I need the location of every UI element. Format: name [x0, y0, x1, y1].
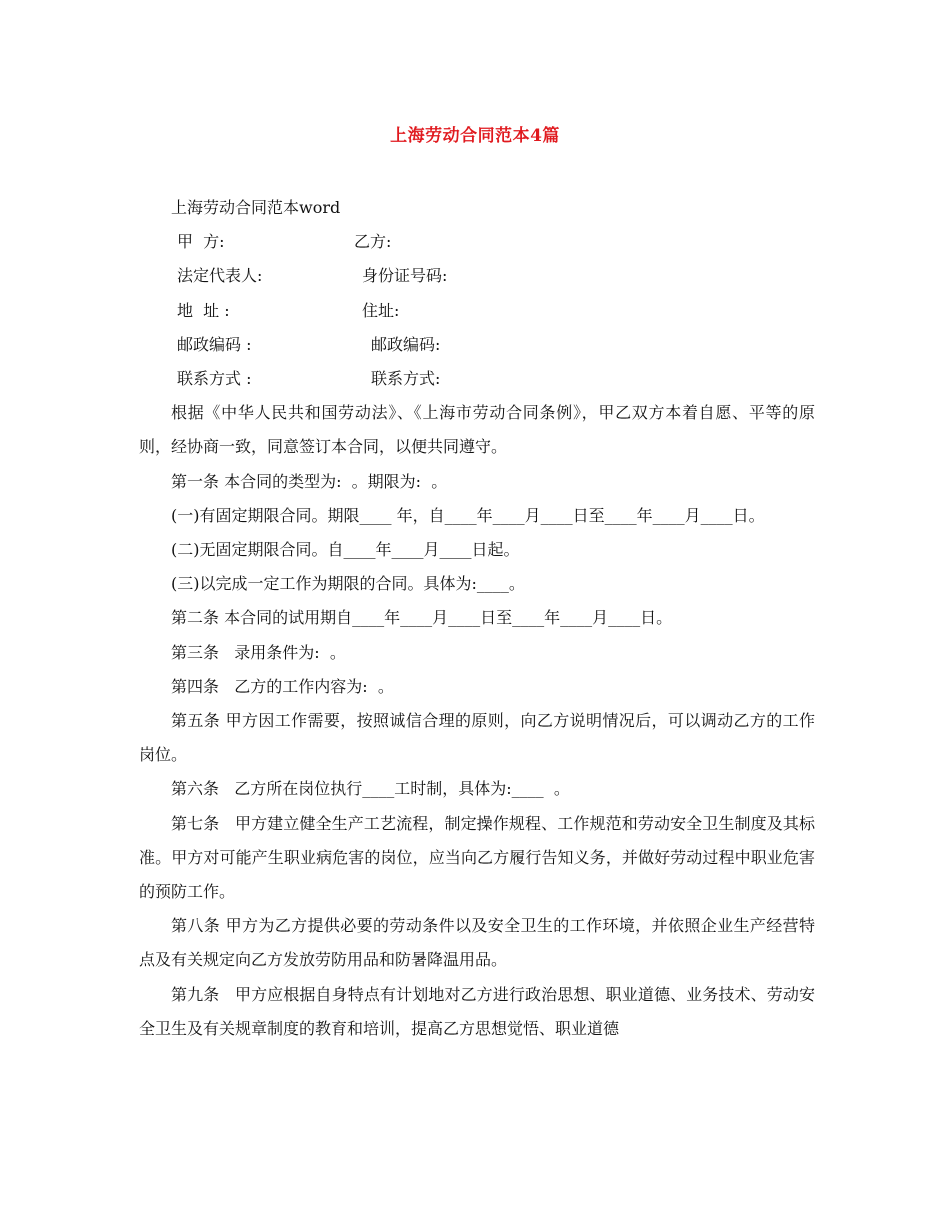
legal-representative-label: 法定代表人: — [177, 266, 263, 286]
document-subtitle: 上海劳动合同范本word — [171, 198, 341, 217]
article-6: 第六条 乙方所在岗位执行____工时制，具体为:____ 。 — [171, 779, 570, 799]
article-8: 第八条 甲方为乙方提供必要的劳动条件以及安全卫生的工作环境，并依照企业生产经营特点及有关规定向乙方发放劳防用品和防暑降温用品。 — [139, 916, 815, 970]
address-label: 地 址 : — [177, 300, 230, 320]
id-number-label: 身份证号码: — [362, 266, 448, 286]
article-1: 第一条 本合同的类型为: 。期限为: 。 — [171, 471, 448, 491]
article-3: 第三条 录用条件为: 。 — [171, 642, 346, 662]
postcode-a-label: 邮政编码 : — [177, 334, 252, 354]
party-row-representative — [139, 259, 815, 293]
article-7: 第七条 甲方建立健全生产工艺流程，制定操作规程、工作规范和劳动安全卫生制度及其标准。甲方对可能产生职业病危害的岗位，应当向乙方履行告知义务，并做好劳动过程中职业危害的预防工作。 — [139, 813, 815, 901]
party-row-party — [139, 225, 815, 259]
party-b-label: 乙方: — [354, 232, 392, 252]
article-1-item-1: (一)有固定期限合同。期限____ 年，自____年____月____日至____年____月____日。 — [171, 505, 765, 525]
article-5: 第五条 甲方因工作需要，按照诚信合理的原则，向乙方说明情况后，可以调动乙方的工作岗位。 — [139, 710, 815, 765]
party-row-address — [139, 294, 815, 328]
article-1-item-3: (三)以完成一定工作为期限的合同。具体为:____。 — [171, 574, 525, 594]
article-2: 第二条 本合同的试用期自____年____月____日至____年____月____日。 — [171, 608, 673, 628]
party-row-postcode — [139, 328, 815, 362]
article-4: 第四条 乙方的工作内容为: 。 — [171, 676, 394, 696]
article-9: 第九条 甲方应根据自身特点有计划地对乙方进行政治思想、职业道德、业务技术、劳动安全卫生及有关规章制度的教育和培训，提高乙方思想觉悟、职业道德 — [139, 984, 815, 1038]
article-1-item-2: (二)无固定期限合同。自____年____月____日起。 — [171, 539, 520, 559]
party-a-label: 甲 方: — [177, 232, 225, 252]
document-body — [139, 191, 815, 1046]
document-title: 上海劳动合同范本4篇 — [390, 126, 560, 146]
preamble-paragraph: 根据《中华人民共和国劳动法》、《上海市劳动合同条例》，甲乙双方本着自愿、平等的原则，经协商一致，同意签订本合同，以便共同遵守。 — [139, 403, 815, 457]
residence-label: 住址: — [362, 300, 400, 320]
contact-a-label: 联系方式 : — [177, 368, 252, 388]
postcode-b-label: 邮政编码: — [371, 334, 441, 354]
contact-b-label: 联系方式: — [371, 368, 441, 388]
party-row-contact — [139, 362, 815, 396]
